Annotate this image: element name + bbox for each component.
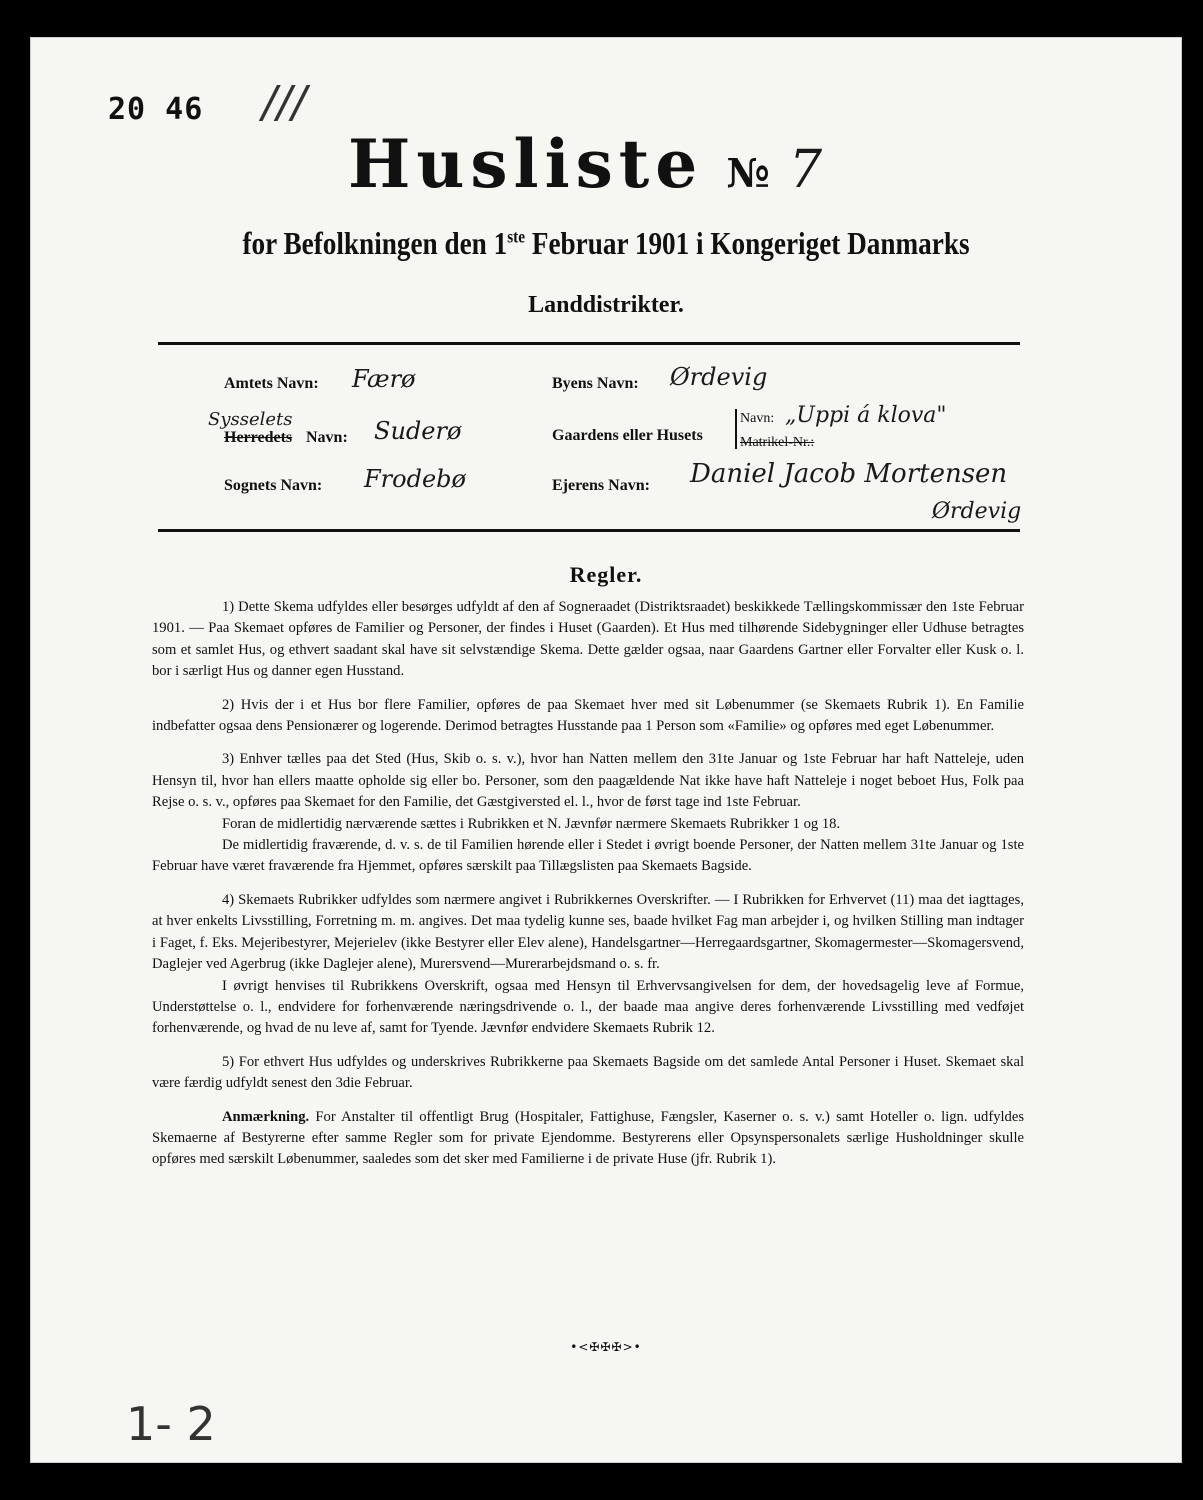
gaard-name-label: Navn: xyxy=(740,411,775,426)
form-title-row xyxy=(348,125,822,203)
gaard-matrikel-struck: Matrikel-Nr.: xyxy=(740,435,815,450)
note-text: For Anstalter til offentligt Brug (Hospitaler, Fattighuse, Fængsler, Kaserner o. s. v.) samt Hoteller o. lign. udfyldes Skemaerne af Bestyrerne efter samme Regler som for private Ejendomme. Bestyrerens eller Opsynspersonalets særlige Husholdninger skulle opføres med særskilt Løbenummer, saaledes som det sker med Familierne i de private Huse (jfr. Rubrik 1). xyxy=(152,1108,1024,1168)
note-label: Anmærkning. xyxy=(222,1108,310,1125)
rule-3: 3) Enhver tælles paa det Sted (Hus, Skib o. s. v.), hvor han Natten mellem den 31te Januar og 1ste Februar har haft Natteleje, uden Hensyn til, hvor han ellers maatte opholde sig eller bo. Personer, som den paagældende Nat ikke have haft Natteleje i noget beboet Hus, Folk paa Rejse o. s. v., opføres paa Skemaet for den Familie, det Gæstgiversted el. l., hvor de først tage ind 1ste Februar. xyxy=(152,751,1024,811)
rules-body xyxy=(152,597,1024,1171)
rule-2: 2) Hvis der i et Hus bor flere Familier, opføres de paa Skemaet hver med sit Løbenummer (se Skemaets Rubrik 1). En Familie indbefatter ogsaa dens Pensionærer og logerende. Derimod betragtes Husstande paa 1 Person som «Familie» og opføres med eget Løbenummer. xyxy=(152,696,1024,735)
by-label: Byens Navn: xyxy=(552,375,639,392)
fields-divider xyxy=(158,529,1020,532)
ornament-divider: •<✠✠✠>• xyxy=(570,1340,642,1354)
form-subtitle: for Befolkningen den 1ste Februar 1901 i Kongeriget Danmarks xyxy=(242,225,970,261)
amt-label: Amtets Navn: xyxy=(224,375,319,392)
rule-5: 5) For ethvert Hus udfyldes og underskrives Rubrikkerne paa Skemaets Bagside om det samlede Antal Personer i Huset. Skemaet skal være færdig udfyldt senest den 3die Februar. xyxy=(152,1053,1024,1092)
rule-1: 1) Dette Skema udfyldes eller besørges udfyldt af den af Sogneraadet (Distriktsraadet) beskikkede Tællingskommissær den 1ste Februar 1901. — Paa Skemaet opføres de Familier og Personer, der findes i Huset (Gaarden). Et Hus med tilhørende Sidebygninger eller Udhuse betragtes som et samlet Hus, og ethvert saadant skal have sit selvstændige Skema. Dette gælder ogsaa, naar Gaardens Gartner eller Forvalter eller Kusk o. l. bor i særligt Hus og danner egen Husstand. xyxy=(152,599,1024,680)
ejer-value-place: Ørdevig xyxy=(932,499,1022,524)
gaard-label: Gaardens eller Husets xyxy=(552,427,703,444)
form-number: 7 xyxy=(788,140,823,200)
rule-3-absent: De midlertidig fraværende, d. v. s. de til Familien hørende eller i Stedet i øvrigt boende Personer, der Natten mellem 31te Januar og 1ste Februar have været fraværende fra Hjemmet, opføres særskilt paa Tillægslisten paa Skemaets Bagside. xyxy=(152,837,1024,875)
pencil-mark: /// xyxy=(262,77,307,128)
herred-value: Suderø xyxy=(374,417,462,445)
rules-heading: Regler. xyxy=(569,562,643,587)
pencil-page-number: 1- 2 xyxy=(126,1397,216,1451)
herred-correction: Sysselets xyxy=(208,409,293,430)
sogn-value: Frodebø xyxy=(364,465,466,493)
ejer-label: Ejerens Navn: xyxy=(552,477,650,494)
rule-3-present: Foran de midlertidig nærværende sættes i Rubrikken et N. Jævnfør nærmere Skemaets Rubrikker 1 og 18. xyxy=(222,815,841,832)
herred-label: Navn: xyxy=(306,429,348,446)
form-title: Husliste xyxy=(348,125,704,203)
census-form-page xyxy=(30,37,1182,1463)
note xyxy=(152,1107,1024,1171)
by-value: Ørdevig xyxy=(670,363,768,391)
district-label: Landdistrikter. xyxy=(528,292,684,318)
ejer-value: Daniel Jacob Mortensen xyxy=(690,459,1008,489)
gaard-name-value: „Uppi á klova" xyxy=(785,403,947,428)
archive-stamp-number: 20 46 xyxy=(108,92,204,127)
rule-4-continued: I øvrigt henvises til Rubrikkens Overskrift, ogsaa med Hensyn til Erhvervsangivelsen for dem, der hovedsagelig leve af Formue, Understøttelse o. l., endvidere for forhenværende næringsdrivende o. l., der baade maa angive deres forhenværende Livsstilling med vedføjet forhenværende, og hvad de nu leve af, samt for Tyende. Jævnfør endvidere Skemaets Rubrik 12. xyxy=(152,977,1024,1037)
gaard-bracket xyxy=(735,409,737,449)
rule-4: 4) Skemaets Rubrikker udfyldes som nærmere angivet i Rubrikkernes Overskrifter. — I Rubrikken for Erhvervet (11) maa det iagttages, at hver enkelts Livsstilling, Forretning m. m. angives. Det maa tydelig kunne ses, baade hvilket Fag man arbejder i, og hvilken Stilling man indtager i Faget, f. Eks. Mejeribestyrer, Mejerielev (ikke Bestyrer eller Elev alene), Handelsgartner—Herregaardsgartner, Skomagermester—Skomagersvend, Daglejer ved Agerbrug (ikke Daglejer alene), Murersvend—Murerarbejdsmand o. s. fr. xyxy=(152,891,1024,973)
top-divider xyxy=(158,342,1020,345)
amt-value: Færø xyxy=(352,365,416,393)
herred-struck-label: Herredets xyxy=(224,429,293,446)
number-sign: № xyxy=(726,150,770,197)
sogn-label: Sognets Navn: xyxy=(224,477,323,494)
